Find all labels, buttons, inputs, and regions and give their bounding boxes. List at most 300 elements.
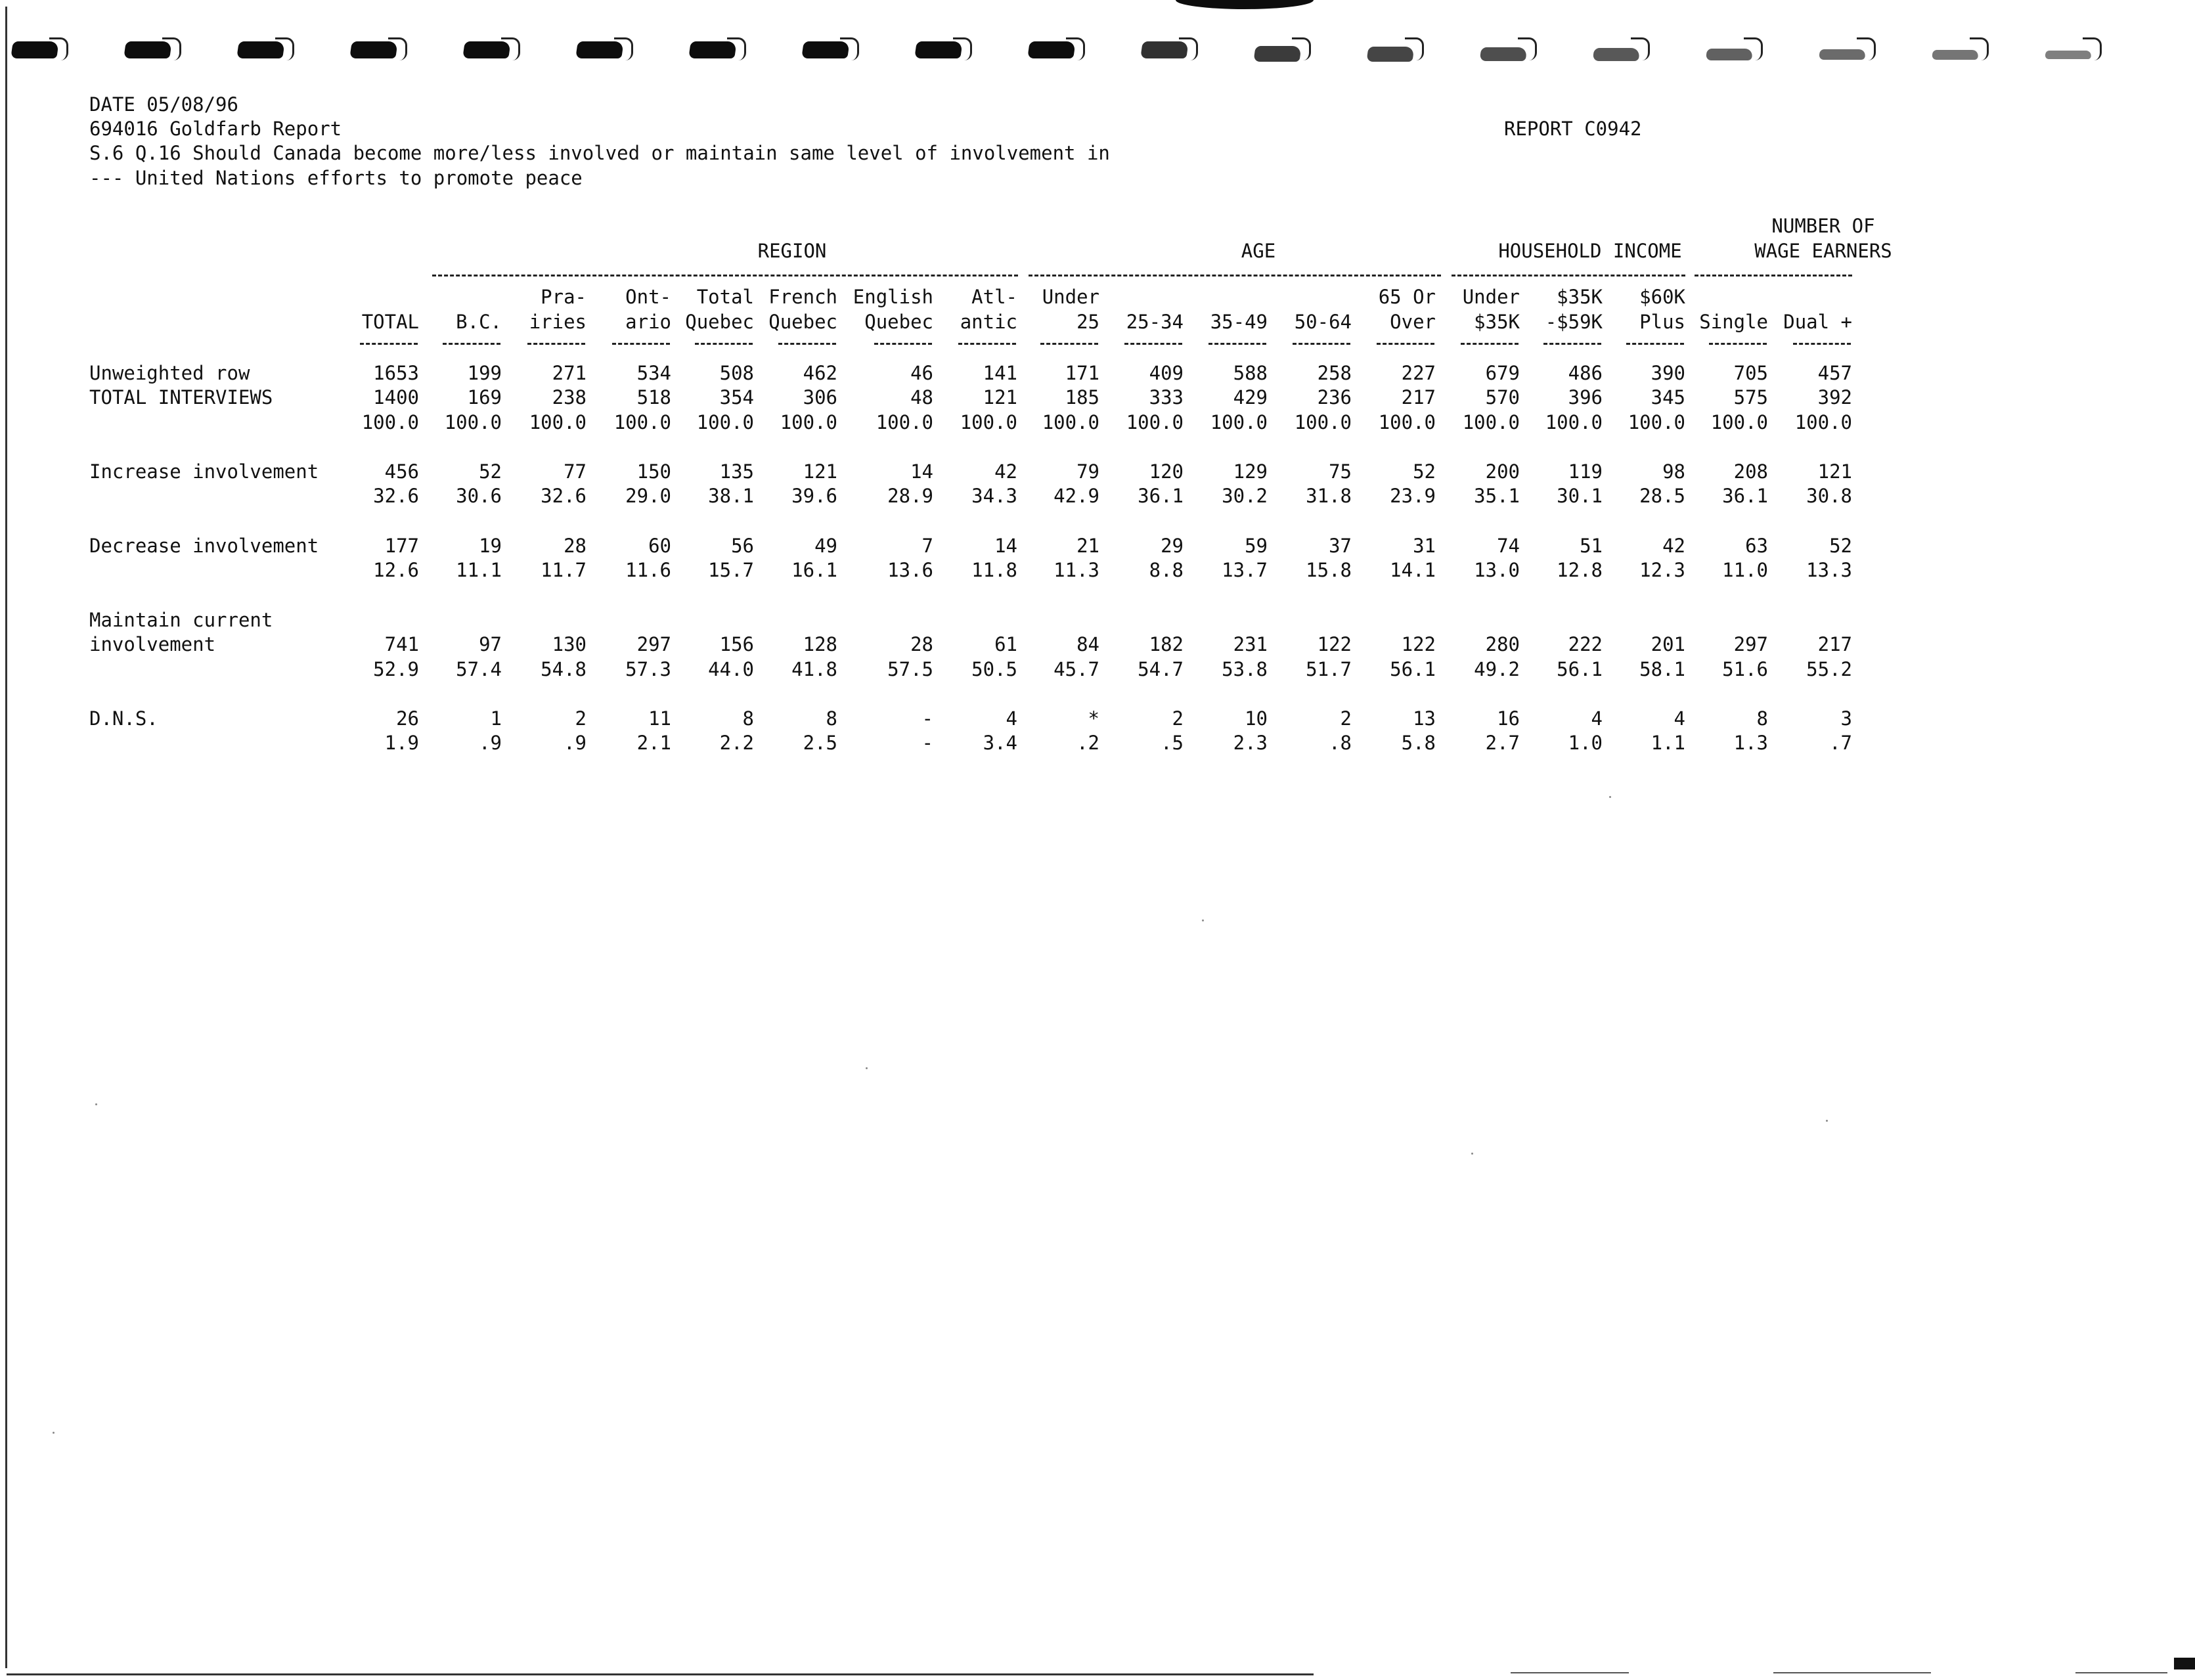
- table-cell: 28.5: [1639, 485, 1685, 507]
- table-cell: 54.8: [541, 658, 587, 680]
- table-cell: 29.0: [625, 485, 671, 507]
- group-header-household-income: HOUSEHOLD INCOME: [1498, 240, 1682, 262]
- table-cell: 8: [1756, 707, 1768, 730]
- table-cell: 508: [719, 362, 754, 384]
- column-header-top: Pra-: [541, 286, 587, 308]
- table-cell: 4: [1591, 707, 1603, 730]
- column-header-top: $35K: [1557, 286, 1603, 308]
- table-cell: 14: [994, 535, 1017, 557]
- punch-hole-mark: [1932, 36, 1989, 58]
- table-cell: 51.7: [1306, 658, 1352, 680]
- table-cell: 13.0: [1474, 559, 1520, 581]
- scan-speck: [1471, 1153, 1473, 1155]
- table-cell: 35.1: [1474, 485, 1520, 507]
- table-cell: .2: [1076, 732, 1099, 754]
- table-cell: 2: [575, 707, 587, 730]
- table-cell: 30.2: [1222, 485, 1268, 507]
- table-cell: 100.0: [876, 411, 933, 433]
- table-cell: 74: [1497, 535, 1520, 557]
- table-cell: 59: [1245, 535, 1268, 557]
- table-cell: 11: [648, 707, 671, 730]
- punch-hole-edge: [275, 37, 294, 60]
- column-header: B.C.: [456, 311, 502, 333]
- table-cell: 169: [467, 386, 502, 409]
- table-cell: 11.6: [625, 559, 671, 581]
- table-cell: 208: [1733, 460, 1768, 483]
- table-cell: 100.0: [780, 411, 837, 433]
- table-cell: 75: [1329, 460, 1352, 483]
- table-cell: 14: [910, 460, 933, 483]
- table-cell: 1400: [373, 386, 419, 409]
- table-cell: 217: [1817, 633, 1852, 655]
- column-header-top: 65 Or: [1378, 286, 1436, 308]
- column-header-top: Atl-: [971, 286, 1017, 308]
- table-cell: 52.9: [373, 658, 419, 680]
- punch-hole-edge: [501, 37, 520, 60]
- column-header: $35K: [1474, 311, 1520, 333]
- table-cell: 354: [719, 386, 754, 409]
- punch-hole-edge: [1631, 37, 1650, 60]
- table-cell: 52: [1829, 535, 1852, 557]
- table-cell: 79: [1076, 460, 1099, 483]
- column-underline: [1208, 343, 1266, 345]
- table-cell: 100.0: [529, 411, 587, 433]
- table-cell: 45.7: [1053, 658, 1099, 680]
- punch-hole-mark: [803, 36, 859, 58]
- row-label: TOTAL INTERVIEWS: [89, 386, 273, 409]
- table-cell: 271: [552, 362, 587, 384]
- table-cell: 60: [648, 535, 671, 557]
- table-cell: 32.6: [373, 485, 419, 507]
- scan-speck: [1202, 919, 1204, 921]
- table-cell: 29: [1161, 535, 1184, 557]
- table-cell: 1.9: [384, 732, 419, 754]
- table-cell: 588: [1233, 362, 1268, 384]
- scan-speck: [95, 1103, 97, 1105]
- table-cell: 15.7: [708, 559, 754, 581]
- table-cell: 185: [1065, 386, 1099, 409]
- table-cell: 457: [1817, 362, 1852, 384]
- table-cell: 50.5: [971, 658, 1017, 680]
- column-header: iries: [529, 311, 587, 333]
- table-cell: 258: [1317, 362, 1352, 384]
- table-cell: 217: [1401, 386, 1436, 409]
- table-cell: 36.1: [1722, 485, 1768, 507]
- table-cell: 32.6: [541, 485, 587, 507]
- column-underline: [1626, 343, 1684, 345]
- row-label: Decrease involvement: [89, 535, 319, 557]
- group-header-wage-earners-line1: NUMBER OF: [1771, 215, 1875, 237]
- table-cell: 11.7: [541, 559, 587, 581]
- punch-hole-edge: [727, 37, 746, 60]
- table-cell: 199: [467, 362, 502, 384]
- table-cell: 57.4: [456, 658, 502, 680]
- column-underline: [1293, 343, 1350, 345]
- punch-hole-mark: [577, 36, 633, 58]
- punch-hole-edge: [1179, 37, 1198, 60]
- row-label: Unweighted row: [89, 362, 250, 384]
- punch-hole-mark: [238, 36, 294, 58]
- table-cell: 37: [1329, 535, 1352, 557]
- column-underline: [360, 343, 418, 345]
- table-cell: 7: [921, 535, 933, 557]
- column-header: TOTAL: [361, 311, 419, 333]
- column-header-top: French: [768, 286, 837, 308]
- punch-hole-mark: [1819, 36, 1876, 58]
- table-cell: 100.0: [613, 411, 671, 433]
- table-cell: 13.3: [1806, 559, 1852, 581]
- question-subtext: --- United Nations efforts to promote peace: [89, 167, 583, 189]
- table-cell: 201: [1651, 633, 1685, 655]
- table-cell: 2.5: [803, 732, 837, 754]
- table-cell: 100.0: [1126, 411, 1184, 433]
- table-cell: 2.1: [636, 732, 671, 754]
- column-underline: [612, 343, 670, 345]
- table-cell: 97: [479, 633, 502, 655]
- table-cell: *: [1088, 707, 1099, 730]
- table-cell: 100.0: [1462, 411, 1520, 433]
- table-cell: 534: [636, 362, 671, 384]
- table-cell: 392: [1817, 386, 1852, 409]
- table-cell: 13: [1413, 707, 1436, 730]
- table-cell: 100.0: [960, 411, 1017, 433]
- column-header: 50-64: [1294, 311, 1352, 333]
- punch-hole-mark: [1142, 36, 1198, 58]
- table-cell: 8.8: [1149, 559, 1184, 581]
- column-header: 25: [1076, 311, 1099, 333]
- table-cell: 2.3: [1233, 732, 1268, 754]
- table-cell: 11.1: [456, 559, 502, 581]
- table-cell: 2: [1340, 707, 1352, 730]
- table-cell: 1.1: [1651, 732, 1685, 754]
- table-cell: 100.0: [1210, 411, 1268, 433]
- column-underline: [1124, 343, 1182, 345]
- table-cell: -: [921, 707, 933, 730]
- table-cell: 390: [1651, 362, 1685, 384]
- column-header: Over: [1390, 311, 1436, 333]
- scan-corner-mark: [2174, 1658, 2195, 1669]
- table-cell: 44.0: [708, 658, 754, 680]
- table-cell: 23.9: [1390, 485, 1436, 507]
- table-cell: 13.7: [1222, 559, 1268, 581]
- table-cell: 56.1: [1390, 658, 1436, 680]
- punch-hole-mark: [916, 36, 972, 58]
- table-cell: 171: [1065, 362, 1099, 384]
- table-cell: 84: [1076, 633, 1099, 655]
- table-cell: 3.4: [983, 732, 1017, 754]
- table-cell: 121: [983, 386, 1017, 409]
- table-cell: 100.0: [1545, 411, 1603, 433]
- punch-hole-mark: [1480, 36, 1537, 58]
- column-header-top: $60K: [1639, 286, 1685, 308]
- binder-punch-marks: [0, 0, 2195, 79]
- table-cell: 28.9: [887, 485, 933, 507]
- punch-hole-mark: [2045, 36, 2102, 58]
- table-cell: 4: [1006, 707, 1017, 730]
- table-cell: 121: [803, 460, 837, 483]
- table-cell: 30.6: [456, 485, 502, 507]
- table-cell: 119: [1568, 460, 1603, 483]
- table-cell: 345: [1651, 386, 1685, 409]
- punch-hole-mark: [464, 36, 520, 58]
- table-cell: 31: [1413, 535, 1436, 557]
- row-label: involvement: [89, 633, 216, 655]
- punch-hole-edge: [2083, 37, 2102, 60]
- punch-hole-mark: [1706, 36, 1763, 58]
- group-divider: [1029, 275, 1441, 276]
- table-cell: 297: [636, 633, 671, 655]
- table-cell: 53.8: [1222, 658, 1268, 680]
- punch-hole-edge: [1405, 37, 1424, 60]
- group-header-wage-earners-line2: WAGE EARNERS: [1754, 240, 1892, 262]
- table-cell: 30.8: [1806, 485, 1852, 507]
- table-cell: 409: [1149, 362, 1184, 384]
- table-cell: 16: [1497, 707, 1520, 730]
- table-cell: 3: [1840, 707, 1852, 730]
- column-underline: [1040, 343, 1098, 345]
- column-header-top: Under: [1462, 286, 1520, 308]
- table-cell: 11.0: [1722, 559, 1768, 581]
- table-cell: 39.6: [791, 485, 837, 507]
- punch-hole-mark: [1029, 36, 1085, 58]
- table-cell: .7: [1829, 732, 1852, 754]
- column-underline: [958, 343, 1016, 345]
- punch-hole-mark: [12, 36, 68, 58]
- group-divider: [1452, 275, 1685, 276]
- table-cell: 100.0: [1378, 411, 1436, 433]
- table-cell: 679: [1485, 362, 1520, 384]
- table-cell: 49: [814, 535, 837, 557]
- group-header-region: REGION: [757, 240, 827, 262]
- punch-hole-edge: [1292, 37, 1311, 60]
- punch-hole-edge: [49, 37, 68, 60]
- group-divider: [432, 275, 1018, 276]
- scan-bottom-dash: [2075, 1672, 2167, 1673]
- table-cell: 200: [1485, 460, 1520, 483]
- table-cell: 122: [1401, 633, 1436, 655]
- punch-hole-edge: [162, 37, 181, 60]
- table-cell: 238: [552, 386, 587, 409]
- table-cell: 462: [803, 362, 837, 384]
- table-cell: 12.3: [1639, 559, 1685, 581]
- table-cell: 55.2: [1806, 658, 1852, 680]
- table-cell: 2: [1172, 707, 1184, 730]
- column-header: 25-34: [1126, 311, 1184, 333]
- table-cell: 236: [1317, 386, 1352, 409]
- table-cell: 100.0: [361, 411, 419, 433]
- table-cell: 122: [1317, 633, 1352, 655]
- table-cell: 42: [1662, 535, 1685, 557]
- scan-speck: [1609, 796, 1611, 798]
- punch-hole-mark: [351, 36, 407, 58]
- punch-hole-edge: [840, 37, 859, 60]
- column-header-top: English: [853, 286, 933, 308]
- table-cell: 486: [1568, 362, 1603, 384]
- table-cell: 231: [1233, 633, 1268, 655]
- punch-hole-mark: [1254, 36, 1311, 58]
- table-cell: 456: [384, 460, 419, 483]
- table-cell: 28: [910, 633, 933, 655]
- table-cell: 51: [1580, 535, 1603, 557]
- table-cell: 30.1: [1557, 485, 1603, 507]
- table-cell: 100.0: [1294, 411, 1352, 433]
- column-underline: [1377, 343, 1434, 345]
- table-cell: 46: [910, 362, 933, 384]
- table-cell: 51.6: [1722, 658, 1768, 680]
- table-cell: 77: [564, 460, 587, 483]
- table-cell: 5.8: [1401, 732, 1436, 754]
- table-cell: .9: [479, 732, 502, 754]
- table-cell: 570: [1485, 386, 1520, 409]
- table-cell: 8: [826, 707, 837, 730]
- table-cell: 54.7: [1138, 658, 1184, 680]
- table-cell: 100.0: [1794, 411, 1852, 433]
- table-cell: 98: [1662, 460, 1685, 483]
- table-cell: 150: [636, 460, 671, 483]
- table-cell: 58.1: [1639, 658, 1685, 680]
- table-cell: 705: [1733, 362, 1768, 384]
- column-header: 35-49: [1210, 311, 1268, 333]
- table-cell: 38.1: [708, 485, 754, 507]
- table-cell: -: [921, 732, 933, 754]
- column-underline: [778, 343, 836, 345]
- table-cell: 41.8: [791, 658, 837, 680]
- scan-bottom-dash: [1511, 1672, 1629, 1673]
- table-cell: 429: [1233, 386, 1268, 409]
- report-code: REPORT C0942: [1504, 118, 1642, 140]
- column-underline: [527, 343, 585, 345]
- punch-hole-edge: [1857, 37, 1876, 60]
- row-label: Maintain current: [89, 609, 273, 631]
- group-divider: [1695, 275, 1852, 276]
- table-cell: 156: [719, 633, 754, 655]
- column-header: Quebec: [768, 311, 837, 333]
- scan-speck: [866, 1067, 868, 1069]
- scan-left-edge: [5, 7, 7, 1668]
- table-cell: 63: [1745, 535, 1768, 557]
- column-underline: [1793, 343, 1851, 345]
- table-cell: 36.1: [1138, 485, 1184, 507]
- table-cell: 306: [803, 386, 837, 409]
- table-cell: 19: [479, 535, 502, 557]
- column-underline: [1543, 343, 1601, 345]
- table-cell: 48: [910, 386, 933, 409]
- table-cell: 741: [384, 633, 419, 655]
- table-cell: 11.3: [1053, 559, 1099, 581]
- table-cell: 128: [803, 633, 837, 655]
- scan-speck: [53, 1432, 55, 1434]
- column-underline: [1461, 343, 1519, 345]
- punch-hole-edge: [388, 37, 407, 60]
- table-cell: 130: [552, 633, 587, 655]
- table-cell: .8: [1329, 732, 1352, 754]
- scan-bottom-edge: [7, 1673, 1314, 1675]
- punch-hole-edge: [953, 37, 972, 60]
- column-header-top: Ont-: [625, 286, 671, 308]
- table-cell: 280: [1485, 633, 1520, 655]
- table-cell: 1653: [373, 362, 419, 384]
- table-cell: 1.3: [1733, 732, 1768, 754]
- scan-bottom-dash: [1773, 1672, 1931, 1673]
- punch-hole-edge: [1970, 37, 1989, 60]
- table-cell: 1.0: [1568, 732, 1603, 754]
- column-header-top: Total: [696, 286, 754, 308]
- table-cell: 222: [1568, 633, 1603, 655]
- table-cell: 4: [1674, 707, 1685, 730]
- table-cell: 120: [1149, 460, 1184, 483]
- table-cell: 14.1: [1390, 559, 1436, 581]
- table-cell: 56.1: [1557, 658, 1603, 680]
- table-cell: 10: [1245, 707, 1268, 730]
- table-cell: 26: [396, 707, 419, 730]
- column-header: Plus: [1639, 311, 1685, 333]
- table-cell: 52: [1413, 460, 1436, 483]
- column-header: Single: [1699, 311, 1768, 333]
- punch-hole-edge: [614, 37, 633, 60]
- table-cell: 61: [994, 633, 1017, 655]
- question-text: S.6 Q.16 Should Canada become more/less involved or maintain same level of involvement in: [89, 142, 1110, 164]
- table-cell: 182: [1149, 633, 1184, 655]
- table-cell: 49.2: [1474, 658, 1520, 680]
- row-label: D.N.S.: [89, 707, 158, 730]
- punch-hole-edge: [1518, 37, 1537, 60]
- table-cell: 42.9: [1053, 485, 1099, 507]
- table-cell: 57.5: [887, 658, 933, 680]
- table-cell: 575: [1733, 386, 1768, 409]
- column-header: Quebec: [685, 311, 754, 333]
- table-cell: 100.0: [1042, 411, 1099, 433]
- table-cell: 333: [1149, 386, 1184, 409]
- table-cell: 100.0: [444, 411, 502, 433]
- table-cell: 42: [994, 460, 1017, 483]
- group-header-age: AGE: [1241, 240, 1276, 262]
- table-cell: 100.0: [1628, 411, 1685, 433]
- table-cell: 52: [479, 460, 502, 483]
- table-cell: 518: [636, 386, 671, 409]
- table-cell: 11.8: [971, 559, 1017, 581]
- punch-hole-edge: [1066, 37, 1085, 60]
- table-cell: 129: [1233, 460, 1268, 483]
- table-cell: 2.2: [719, 732, 754, 754]
- table-cell: 13.6: [887, 559, 933, 581]
- column-header: Quebec: [864, 311, 933, 333]
- table-cell: 31.8: [1306, 485, 1352, 507]
- column-header-top: Under: [1042, 286, 1099, 308]
- row-label: Increase involvement: [89, 460, 319, 483]
- column-header: ario: [625, 311, 671, 333]
- scan-speck: [1826, 1120, 1828, 1122]
- punch-hole-mark: [1593, 36, 1650, 58]
- column-underline: [695, 343, 753, 345]
- report-title: 694016 Goldfarb Report: [89, 118, 342, 140]
- table-cell: 8: [742, 707, 754, 730]
- table-cell: 297: [1733, 633, 1768, 655]
- table-cell: 28: [564, 535, 587, 557]
- table-cell: 227: [1401, 362, 1436, 384]
- table-cell: 12.8: [1557, 559, 1603, 581]
- table-cell: 57.3: [625, 658, 671, 680]
- table-cell: 15.8: [1306, 559, 1352, 581]
- table-cell: 396: [1568, 386, 1603, 409]
- table-cell: .5: [1161, 732, 1184, 754]
- table-cell: .9: [564, 732, 587, 754]
- table-cell: 141: [983, 362, 1017, 384]
- table-cell: 1: [490, 707, 502, 730]
- punch-hole-mark: [1367, 36, 1424, 58]
- table-cell: 177: [384, 535, 419, 557]
- table-cell: 100.0: [696, 411, 754, 433]
- column-underline: [443, 343, 500, 345]
